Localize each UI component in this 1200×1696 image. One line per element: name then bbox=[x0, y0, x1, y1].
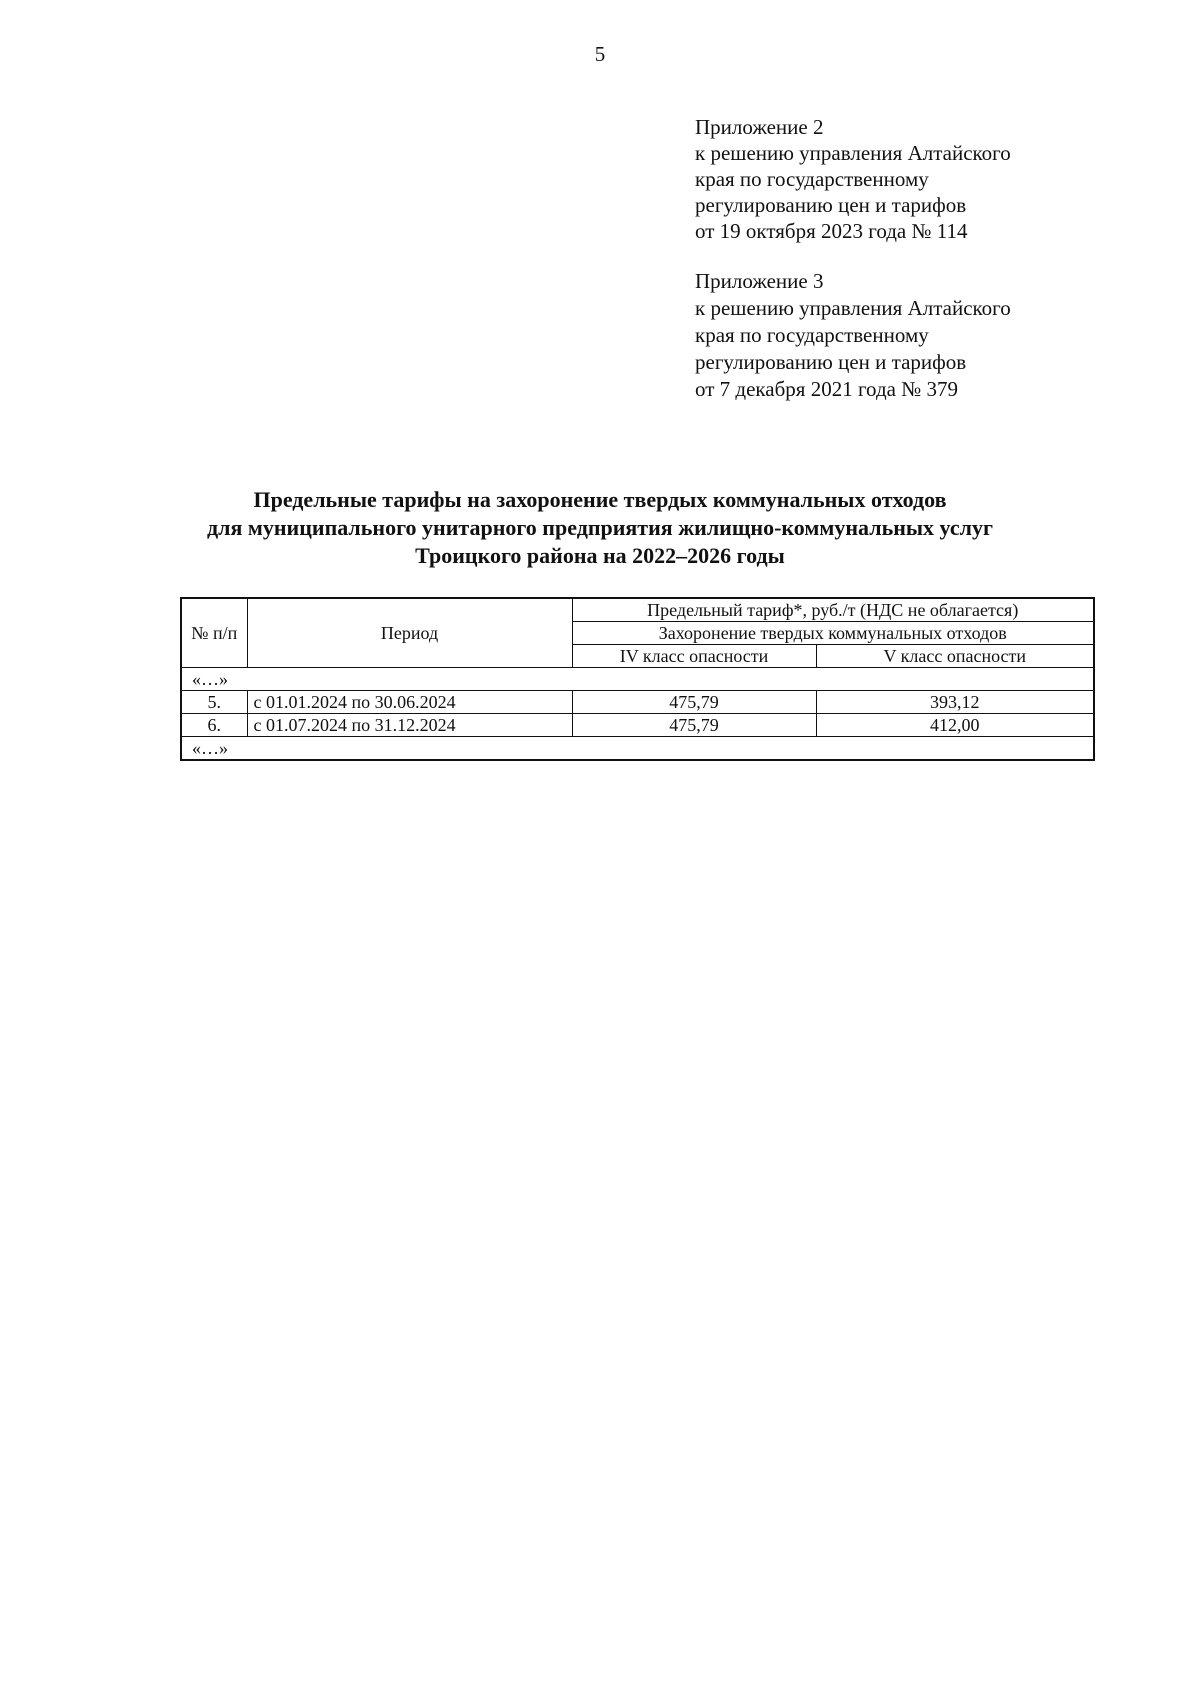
page-number: 5 bbox=[594, 42, 606, 66]
table-header-row bbox=[181, 598, 1094, 622]
row-num: 5. bbox=[181, 691, 247, 714]
title-line: Троицкого района на 2022–2026 годы bbox=[415, 543, 785, 568]
table-row bbox=[181, 691, 1094, 714]
row-period: с 01.07.2024 по 31.12.2024 bbox=[247, 714, 572, 737]
appendix-3-date: от 7 декабря 2021 года № 379 bbox=[695, 377, 958, 401]
table-row bbox=[181, 714, 1094, 737]
appendix-2-title: Приложение 2 bbox=[695, 115, 824, 139]
header-class-iv: IV класс опасности bbox=[572, 645, 816, 668]
appendix-3-line: к решению управления Алтайского bbox=[695, 296, 1011, 320]
title-line: для муниципального унитарного предприятия жилищно-коммунальных услуг bbox=[207, 515, 993, 540]
appendix-3-title: Приложение 3 bbox=[695, 269, 824, 293]
appendix-2-line: края по государственному bbox=[695, 167, 929, 191]
header-service: Захоронение твердых коммунальных отходов bbox=[572, 622, 1094, 645]
row-class-iv: 475,79 bbox=[572, 691, 816, 714]
ellipsis-cell: «…» bbox=[181, 668, 1094, 691]
header-class-v: V класс опасности bbox=[816, 645, 1094, 668]
table-row-ellipsis bbox=[181, 668, 1094, 691]
header-tariff: Предельный тариф*, руб./т (НДС не облагается) bbox=[572, 598, 1094, 622]
row-class-iv: 475,79 bbox=[572, 714, 816, 737]
appendix-2-date: от 19 октября 2023 года № 114 bbox=[695, 219, 968, 243]
row-class-v: 412,00 bbox=[816, 714, 1094, 737]
appendix-2-block bbox=[695, 114, 1175, 244]
appendix-3-block bbox=[695, 268, 1175, 403]
ellipsis-cell: «…» bbox=[181, 737, 1094, 761]
row-period: с 01.01.2024 по 30.06.2024 bbox=[247, 691, 572, 714]
table-row-ellipsis bbox=[181, 737, 1094, 761]
row-num: 6. bbox=[181, 714, 247, 737]
appendix-2-line: регулированию цен и тарифов bbox=[695, 193, 967, 217]
row-class-v: 393,12 bbox=[816, 691, 1094, 714]
document-title bbox=[100, 486, 1100, 570]
appendix-3-line: регулированию цен и тарифов bbox=[695, 350, 967, 374]
appendix-2-line: к решению управления Алтайского bbox=[695, 141, 1011, 165]
tariff-table bbox=[180, 597, 1095, 761]
header-num: № п/п bbox=[181, 598, 247, 668]
header-period: Период bbox=[247, 598, 572, 668]
title-line: Предельные тарифы на захоронение твердых коммунальных отходов bbox=[253, 487, 947, 512]
appendix-3-line: края по государственному bbox=[695, 323, 929, 347]
